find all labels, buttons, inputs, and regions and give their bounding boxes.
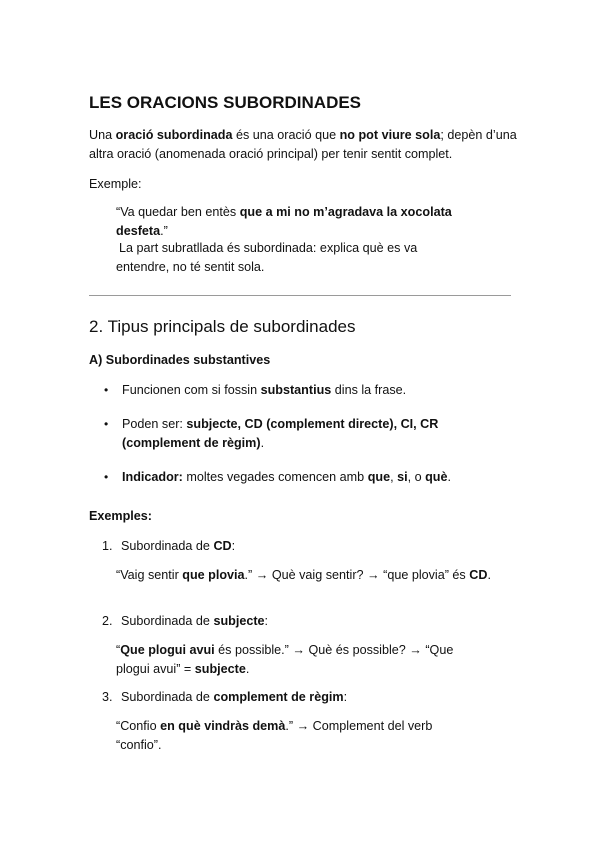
page-title: LES ORACIONS SUBORDINADES	[89, 93, 362, 112]
example-item-quote	[116, 717, 456, 755]
quote-bold: CD	[469, 568, 488, 582]
example-item-quote	[116, 641, 476, 679]
example-item-label	[121, 688, 347, 707]
label-bold: CD	[213, 539, 232, 553]
list-number: 2.	[102, 614, 113, 628]
bullet-text: .	[260, 436, 265, 450]
bullet-marker: •	[104, 470, 109, 484]
quote-text: és possible.” → Què és possible? → “Que plogui avui” =	[116, 643, 454, 676]
quote-text: .” → Què vaig sentir? → “que plovia” és	[244, 568, 470, 582]
intro-text: Una	[89, 128, 116, 142]
label-text: Subordinada de	[121, 690, 214, 704]
label-text: Subordinada de	[121, 614, 214, 628]
bullet-text: .	[447, 470, 451, 484]
intro-bold: oració subordinada	[115, 128, 233, 142]
examples-label: Exemples:	[89, 509, 152, 523]
example-item-label	[121, 537, 235, 556]
bullet-marker: •	[104, 417, 109, 431]
bullet-text: , o	[407, 470, 426, 484]
quote-text: .	[245, 662, 250, 676]
bullet-text: ,	[390, 470, 398, 484]
quote-text: .” → Complement del verb “confio”.	[116, 719, 433, 752]
quote-bold: subjecte	[194, 662, 246, 676]
example-text: “Va quedar ben entès	[116, 205, 240, 219]
bullet-bold: que	[367, 470, 391, 484]
section-subheading: A) Subordinades substantives	[89, 353, 271, 367]
label-text: :	[231, 539, 236, 553]
bullet-text: moltes vegades comencen amb	[182, 470, 368, 484]
example-bold: que a mi no m’agradava la xocolata desfeta	[116, 205, 452, 238]
example-item-quote	[116, 566, 491, 585]
bullet-marker: •	[104, 383, 109, 397]
bullet-text: dins la frase.	[331, 383, 407, 397]
quote-text: “Vaig sentir	[116, 568, 183, 582]
section-divider	[89, 295, 511, 296]
intro-bold: no pot viure sola	[339, 128, 441, 142]
example-note: La part subratllada és subordinada: explica què es va entendre, no té sentit sola.	[116, 241, 418, 274]
bullet-item	[122, 415, 467, 453]
intro-paragraph	[89, 126, 519, 164]
example-item-label	[121, 612, 268, 631]
quote-text: .	[487, 568, 491, 582]
bullet-bold: substantius	[260, 383, 332, 397]
bullet-text: Poden ser:	[122, 417, 187, 431]
intro-text: ; depèn d’una altra oració (anomenada oració principal) per tenir sentit complet.	[89, 128, 517, 161]
bullet-bold: Indicador:	[122, 470, 183, 484]
quote-text: “Confio	[116, 719, 161, 733]
bullet-item	[122, 381, 502, 400]
bullet-bold: subjecte, CD (complement directe), CI, CR (complement de règim)	[122, 417, 439, 450]
section-heading: 2. Tipus principals de subordinades	[89, 317, 356, 336]
example-label: Exemple:	[89, 177, 142, 191]
quote-bold: Que plogui avui	[120, 643, 215, 657]
quote-bold: que plovia	[182, 568, 245, 582]
list-number: 1.	[102, 539, 113, 553]
bullet-bold: què	[425, 470, 448, 484]
bullet-bold: si	[397, 470, 408, 484]
list-number: 3.	[102, 690, 113, 704]
quote-bold: en què vindràs demà	[160, 719, 286, 733]
label-bold: complement de règim	[213, 690, 344, 704]
label-bold: subjecte	[213, 614, 265, 628]
example-text: .”	[160, 224, 168, 238]
label-text: :	[343, 690, 348, 704]
bullet-text: Funcionen com si fossin	[122, 383, 261, 397]
quote-text: “	[116, 643, 121, 657]
intro-text: és una oració que	[232, 128, 340, 142]
label-text: :	[264, 614, 269, 628]
bullet-item	[122, 468, 522, 487]
example-quote	[116, 203, 461, 241]
label-text: Subordinada de	[121, 539, 214, 553]
